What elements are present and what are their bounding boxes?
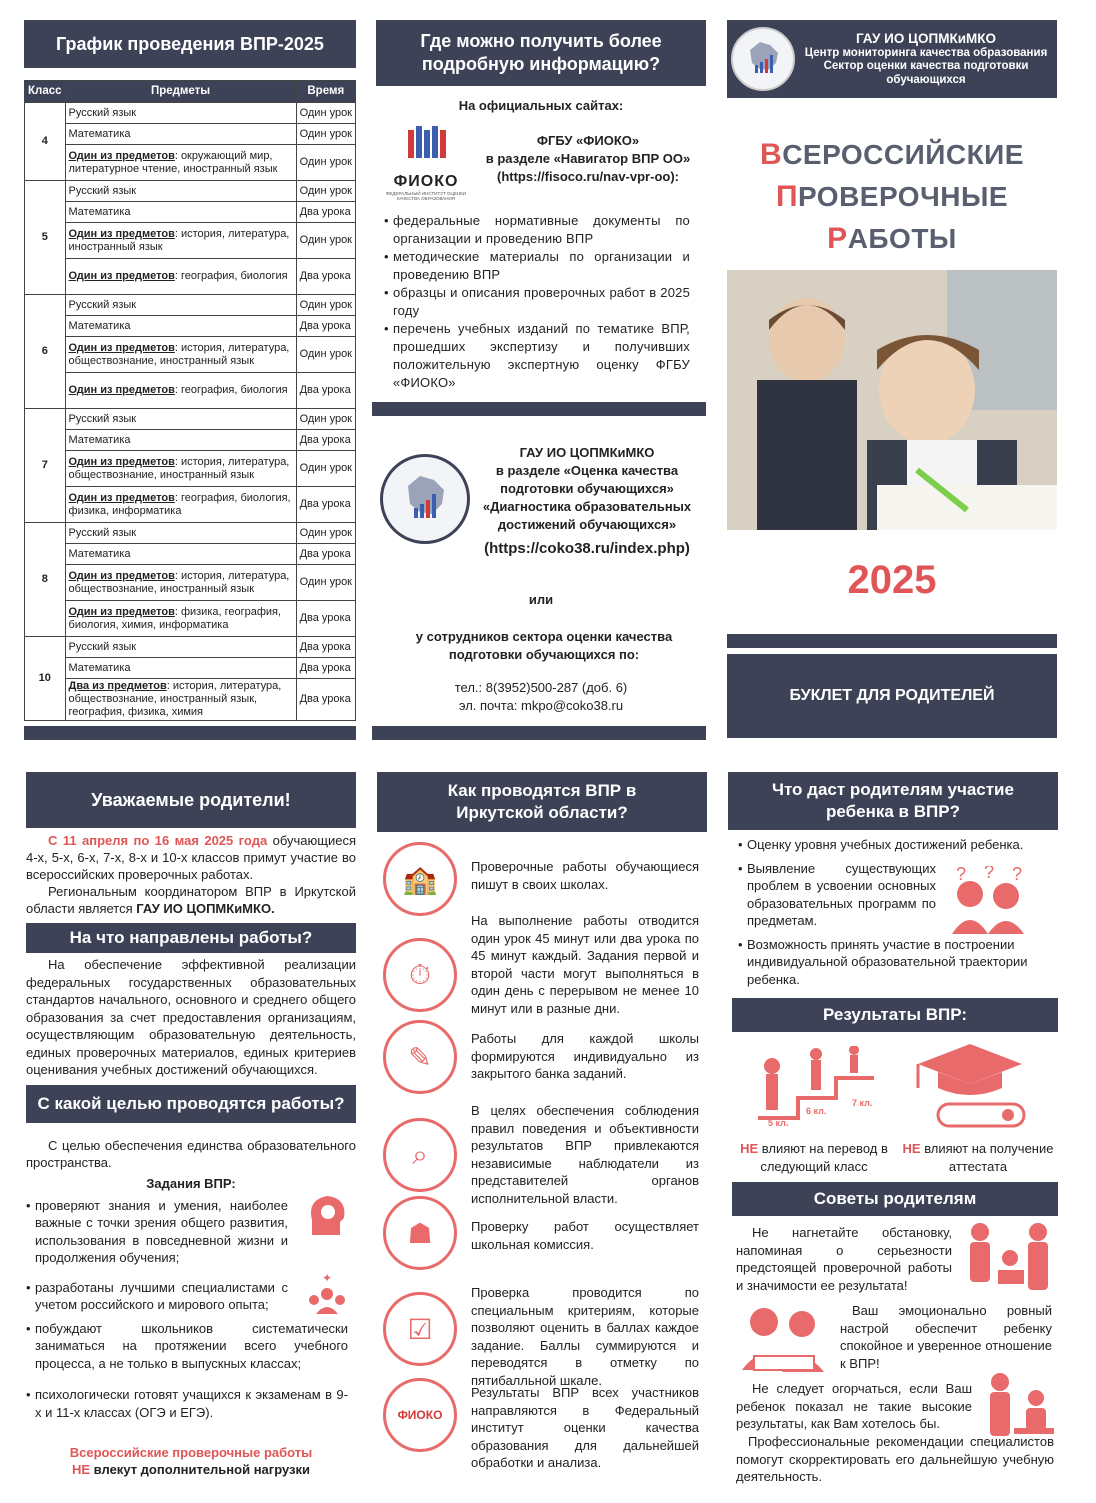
fioko-section: в разделе «Навигатор ВПР ОО» — [485, 151, 691, 166]
fioko-name: ФГБУ «ФИОКО» — [536, 133, 640, 148]
time-cell: Один урок — [296, 409, 355, 430]
class-cell: 5 — [25, 181, 66, 295]
or-label: или — [528, 592, 554, 607]
list-item: • психологически готовят учащихся к экзаменам в 9-х и 11-х классах (ОГЭ и ЕГЭ). — [26, 1386, 348, 1421]
list-item: • проверяют знания и умения, наиболее важные с точки зрения общего развития, использования в повседневной жизни и продолжения обучения; — [26, 1197, 288, 1267]
how-title: Как проводятся ВПР в Иркутской области? — [377, 772, 707, 832]
org-url[interactable]: (https://coko38.ru/index.php) — [484, 540, 690, 557]
table-row — [25, 430, 356, 451]
list-item: • методические материалы по организации и проведению ВПР — [384, 248, 690, 284]
confused-kids-icon — [942, 866, 1034, 934]
schedule-bottom-bar — [24, 726, 356, 740]
subject-cell — [65, 145, 296, 181]
subject-text: Русский язык — [68, 526, 137, 539]
time-cell: Два урока — [296, 487, 355, 523]
cover-org-short: ГАУ ИО ЦОПМКиМКО — [856, 30, 996, 46]
table-row — [25, 124, 356, 145]
list-item: • разработаны лучшими специалистами с учетом российского и мирового опыта; — [26, 1279, 288, 1314]
cover-divider-bar — [727, 634, 1057, 648]
subject-choice-label: Два из предметов — [68, 680, 167, 692]
footer-note — [26, 1444, 356, 1478]
subject-text: : окружающий мир, литературное чтение, иностранный язык — [68, 149, 278, 175]
time-cell: Один урок — [296, 451, 355, 487]
step-label-7: 7 кл. — [852, 1098, 873, 1108]
subject-cell — [65, 103, 296, 124]
footer-note-line2: НЕ влекут дополнительной нагрузки — [72, 1462, 310, 1477]
subject-choice-label: Один из предметов — [68, 384, 175, 396]
panel-parents — [26, 772, 356, 1492]
panel-how — [377, 772, 707, 1492]
panel-info — [376, 20, 706, 740]
subject-text: Математика — [68, 661, 131, 674]
aim-text: На обеспечение эффективной реализации федеральных государственных образовательных стандартов начального, основного и среднего общего образования за счет предоставления организациям, осуществляющим образовательную деятельность, единых проверочных материалов, единых критериев оценивания учебных достижений обучающихся. — [26, 957, 356, 1077]
org-map-icon — [390, 464, 460, 534]
subject-choice-label: Один из предметов — [68, 270, 175, 282]
subject-cell — [65, 487, 296, 523]
time-cell: Два урока — [296, 316, 355, 337]
time-cell: Два урока — [296, 658, 355, 679]
tasks-title: Задания ВПР: — [146, 1175, 236, 1191]
subject-choice-label: Один из предметов — [68, 491, 175, 504]
subject-choice-label: Один из предметов — [68, 149, 175, 162]
time-cell: Один урок — [296, 103, 355, 124]
table-row — [25, 373, 356, 409]
list-item: • образцы и описания проверочных работ в 2025 году — [384, 284, 690, 320]
org-section: в разделе «Оценка качества подготовки обучающихся» — [495, 463, 679, 496]
list-item: • Возможность принять участие в построении индивидуальной образовательной траектории ребенка. — [738, 936, 1054, 989]
class-cell: 10 — [25, 637, 66, 721]
class-cell: 7 — [25, 409, 66, 523]
table-row — [25, 637, 356, 658]
subject-cell — [65, 295, 296, 316]
svg-text:✦: ✦ — [321, 1271, 333, 1285]
subject-cell — [65, 637, 296, 658]
subject-cell — [65, 124, 296, 145]
step-label-5: 5 кл. — [768, 1118, 789, 1128]
subject-choice-label: Один из предметов — [68, 569, 175, 582]
parents-title: Уважаемые родители! — [26, 772, 356, 828]
list-item: • побуждают школьников систематически заниматься на протяжении всего учебного процесса, а не только в выпускных классах; — [26, 1320, 348, 1373]
tasks-list — [26, 1197, 348, 1422]
magnifier-person-icon: ⌕ — [383, 1118, 457, 1192]
table-row — [25, 181, 356, 202]
cover-title-line-3: РАБОТЫ — [827, 222, 957, 255]
col-header-class: Класс — [25, 81, 66, 103]
fioko-logo-text: ФИОКО — [393, 173, 459, 190]
advice-1: Не нагнетайте обстановку, напоминая о серьезности предстоящей проверочной работы и значимости ее результата! — [736, 1225, 952, 1293]
col-header-time: Время — [296, 81, 355, 103]
subject-cell — [65, 430, 296, 451]
time-cell: Два урока — [296, 373, 355, 409]
time-cell: Один урок — [296, 523, 355, 544]
cover-header — [727, 20, 1057, 98]
time-cell: Один урок — [296, 223, 355, 259]
time-cell: Один урок — [296, 565, 355, 601]
goal-title: С какой целью проводятся работы? — [26, 1085, 356, 1123]
time-cell: Два урока — [296, 601, 355, 637]
step-label-6: 6 кл. — [806, 1106, 827, 1116]
table-row — [25, 259, 356, 295]
panel-cover — [727, 20, 1057, 740]
school-icon: 🏫 — [383, 842, 457, 916]
subject-cell — [65, 259, 296, 295]
subject-text: Математика — [68, 547, 131, 560]
result-certificate: НЕ влияют на получение аттестата — [902, 1141, 1054, 1174]
clock-icon: ⏱ — [383, 938, 457, 1012]
subject-cell — [65, 373, 296, 409]
goal-text: С целью обеспечения единства образовательного пространства. — [26, 1137, 356, 1170]
svg-text:?: ? — [956, 866, 967, 884]
subject-cell — [65, 565, 296, 601]
schedule-title: График проведения ВПР-2025 — [24, 20, 356, 68]
table-row — [25, 202, 356, 223]
time-cell: Один урок — [296, 295, 355, 316]
subject-text: Математика — [68, 433, 131, 446]
how-item-text: На выполнение работы отводится один урок 45 минут или два урока по 45 минут каждый. Задания первой и второй части могут выполняться в один день с перерывом не менее 10 минут или в разные дни. — [471, 913, 699, 1016]
table-row — [25, 565, 356, 601]
team-stars-icon — [302, 1270, 352, 1316]
graduation-cap-icon — [908, 1038, 1038, 1134]
time-cell: Два урока — [296, 679, 355, 721]
time-cell: Один урок — [296, 124, 355, 145]
subject-text: Русский язык — [68, 106, 137, 119]
org-block — [480, 444, 694, 558]
subject-text: Русский язык — [68, 640, 137, 653]
cover-photo — [727, 270, 1057, 530]
subject-choice-label: Один из предметов — [68, 341, 175, 354]
time-cell: Два урока — [296, 544, 355, 565]
table-row — [25, 223, 356, 259]
table-row — [25, 544, 356, 565]
subject-cell — [65, 523, 296, 544]
commission-icon: ☗ — [383, 1196, 457, 1270]
fioko-url[interactable]: (https://fisoco.ru/nav-vpr-oo): — [497, 169, 679, 184]
subject-text: : история, литература, обществознание, иностранный язык — [68, 341, 290, 367]
list-item: • перечень учебных изданий по тематике ВПР, прошедших экспертизу и получивших положительную экспертную оценку ФГБУ «ФИОКО» — [384, 320, 690, 392]
svg-text:?: ? — [1012, 866, 1023, 884]
org-logo-small — [380, 454, 470, 544]
org-subsection: «Диагностика образовательных достижений обучающихся» — [482, 499, 692, 532]
advice-3: Не следует огорчаться, если Ваш ребенок показал не такие высокие результаты, как Вам хотелось бы. — [736, 1381, 972, 1431]
subject-text: : история, литература, иностранный язык — [68, 227, 290, 253]
cover-org-line2: Центр мониторинга качества образования — [804, 46, 1048, 59]
how-item-text: Проверку работ осуществляет школьная комиссия. — [471, 1219, 699, 1252]
how-item-text: Результаты ВПР всех участников направляются в Федеральный институт оценки качества образования для дальнейшей обработки и анализа. — [471, 1385, 699, 1470]
subject-cell — [65, 544, 296, 565]
kids-reading-icon — [734, 1300, 834, 1376]
benefits-title: Что даст родителям участие ребенка в ВПР? — [728, 772, 1058, 830]
subject-text: : география, биология — [174, 270, 288, 282]
parents-intro: С 11 апреля по 16 мая 2025 года обучающиеся 4-х, 5-х, 6-х, 7-х, 8-х и 10-х классов примут участие во всероссийских проверочных работах. — [26, 833, 356, 882]
table-row — [25, 145, 356, 181]
subject-text: : история, литература, обществознание, иностранный язык — [68, 455, 290, 481]
svg-text:?: ? — [984, 866, 995, 882]
aim-title: На что направлены работы? — [26, 923, 356, 953]
table-row — [25, 316, 356, 337]
advice-title: Советы родителям — [732, 1182, 1058, 1216]
cover-logo-icon — [738, 34, 788, 84]
parent-child-icon — [978, 1370, 1058, 1440]
lightbulb-head-icon — [302, 1190, 352, 1240]
fioko-logo-subtext: ФЕДЕРАЛЬНЫЙ ИНСТИТУТ ОЦЕНКИ КАЧЕСТВА ОБРАЗОВАНИЯ — [385, 191, 466, 201]
panel-benefits — [728, 772, 1058, 1492]
fioko-bars-icon — [382, 124, 470, 168]
subject-choice-label: Один из предметов — [68, 227, 175, 240]
subject-cell — [65, 316, 296, 337]
booklet-label: БУКЛЕТ ДЛЯ РОДИТЕЛЕЙ — [727, 654, 1057, 738]
time-cell: Два урока — [296, 637, 355, 658]
students-writing-image — [727, 270, 1057, 530]
subject-text: Русский язык — [68, 184, 137, 197]
fioko-badge-icon — [383, 1378, 457, 1452]
phone[interactable]: тел.: 8(3952)500-287 (доб. 6) — [454, 680, 628, 695]
subject-text: Русский язык — [68, 412, 137, 425]
time-cell: Два урока — [296, 259, 355, 295]
how-item-text: Проверочные работы обучающиеся пишут в своих школах. — [471, 859, 699, 892]
results-title: Результаты ВПР: — [732, 998, 1058, 1032]
family-icon — [960, 1218, 1056, 1292]
cover-logo — [731, 27, 795, 91]
fioko-badge-text: ФИОКО — [397, 1408, 443, 1422]
time-cell: Один урок — [296, 337, 355, 373]
table-row — [25, 337, 356, 373]
parents-coordinator: Региональным координатором ВПР в Иркутской области является ГАУ ИО ЦОПМКиМКО. — [26, 884, 356, 916]
subject-cell — [65, 223, 296, 259]
subject-cell — [65, 658, 296, 679]
table-row — [25, 409, 356, 430]
table-row — [25, 601, 356, 637]
subject-cell — [65, 409, 296, 430]
class-cell: 4 — [25, 103, 66, 181]
how-item-text: Работы для каждой школы формируются индивидуально из закрытого банка заданий. — [471, 1031, 699, 1081]
subject-cell — [65, 181, 296, 202]
subject-text: Математика — [68, 319, 131, 332]
time-cell: Один урок — [296, 181, 355, 202]
subject-cell — [65, 337, 296, 373]
subject-text: Математика — [68, 205, 131, 218]
subject-cell — [65, 601, 296, 637]
subject-text: : физика, география, биология, химия, информатика — [68, 605, 282, 631]
subject-text: : география, биология, физика, информатика — [68, 491, 291, 517]
info-divider-bar — [372, 402, 706, 416]
list-item: • Оценку уровня учебных достижений ребенка. — [738, 836, 1048, 854]
list-item: • федеральные нормативные документы по организации и проведению ВПР — [384, 212, 690, 248]
cover-org-text — [795, 31, 1057, 88]
info-title: Где можно получить более подробную информацию? — [376, 20, 706, 86]
list-item: • Выявление существующих проблем в усвоении основных образовательных программ по предметам. — [738, 860, 936, 930]
sites-label: На официальных сайтах: — [458, 98, 624, 113]
subject-text: : история, литература, обществознание, иностранный язык, география, физика, химия — [68, 680, 282, 718]
table-row — [25, 523, 356, 544]
how-item-text: В целях обеспечения соблюдения правил поведения и объективности результатов ВПР привлекаются независимые наблюдатели из представителей органов исполнительной власти. — [471, 1103, 699, 1206]
subject-cell — [65, 451, 296, 487]
class-cell: 8 — [25, 523, 66, 637]
checklist-icon: ☑ — [383, 1292, 457, 1366]
col-header-subjects: Предметы — [65, 81, 296, 103]
email[interactable]: эл. почта: mkpo@coko38.ru — [458, 698, 624, 713]
table-row — [25, 679, 356, 721]
footer-note-line1: Всероссийские проверочные работы — [69, 1445, 313, 1460]
advice-4: Профессиональные рекомендации специалистов помогут скорректировать его дальнейшую учебную деятельность. — [736, 1434, 1054, 1484]
cover-title-line-2: ПРОВЕРОЧНЫЕ — [775, 180, 1009, 213]
cover-year: 2025 — [847, 558, 937, 602]
subject-text: : география, биология — [174, 384, 288, 396]
subject-text: Математика — [68, 127, 131, 140]
advice-2: Ваш эмоционально ровный настрой обеспечит ребенку спокойное и уверенное отношение к ВПР! — [840, 1303, 1052, 1371]
cover-title-line-1: ВСЕРОССИЙСКИЕ — [760, 138, 1024, 171]
table-row — [25, 451, 356, 487]
staff-label: у сотрудников сектора оценки качества подготовки обучающихся по: — [415, 629, 673, 662]
how-item-text: Проверка проводится по специальным критериям, которые позволяют оценить в баллах каждое задание. Баллы суммируются и переводятся в отметку по пятибалльной шкале. — [471, 1285, 699, 1388]
table-row — [25, 295, 356, 316]
subject-cell — [65, 679, 296, 721]
subject-choice-label: Один из предметов — [68, 455, 175, 468]
notebook-pen-icon: ✎ — [383, 1020, 457, 1094]
subject-text: Русский язык — [68, 298, 137, 311]
time-cell: Два урока — [296, 430, 355, 451]
subject-cell — [65, 202, 296, 223]
fioko-logo — [382, 124, 470, 204]
org-name: ГАУ ИО ЦОПМКиМКО — [519, 445, 655, 460]
table-row — [25, 103, 356, 124]
class-cell: 6 — [25, 295, 66, 409]
time-cell: Один урок — [296, 145, 355, 181]
info-bullets — [384, 212, 690, 392]
time-cell: Два урока — [296, 202, 355, 223]
table-row — [25, 658, 356, 679]
info-bottom-bar — [372, 726, 706, 740]
fioko-block — [470, 132, 706, 186]
schedule-table — [24, 80, 356, 721]
subject-text: : история, литература, обществознание, иностранный язык — [68, 569, 290, 595]
table-row — [25, 487, 356, 523]
panel-schedule — [24, 20, 356, 740]
cover-org-line3: Сектор оценки качества подготовки обучающихся — [823, 60, 1029, 86]
cover-title — [727, 134, 1057, 260]
subject-choice-label: Один из предметов — [68, 605, 175, 618]
result-transfer: НЕ влияют на перевод в следующий класс — [740, 1141, 888, 1174]
